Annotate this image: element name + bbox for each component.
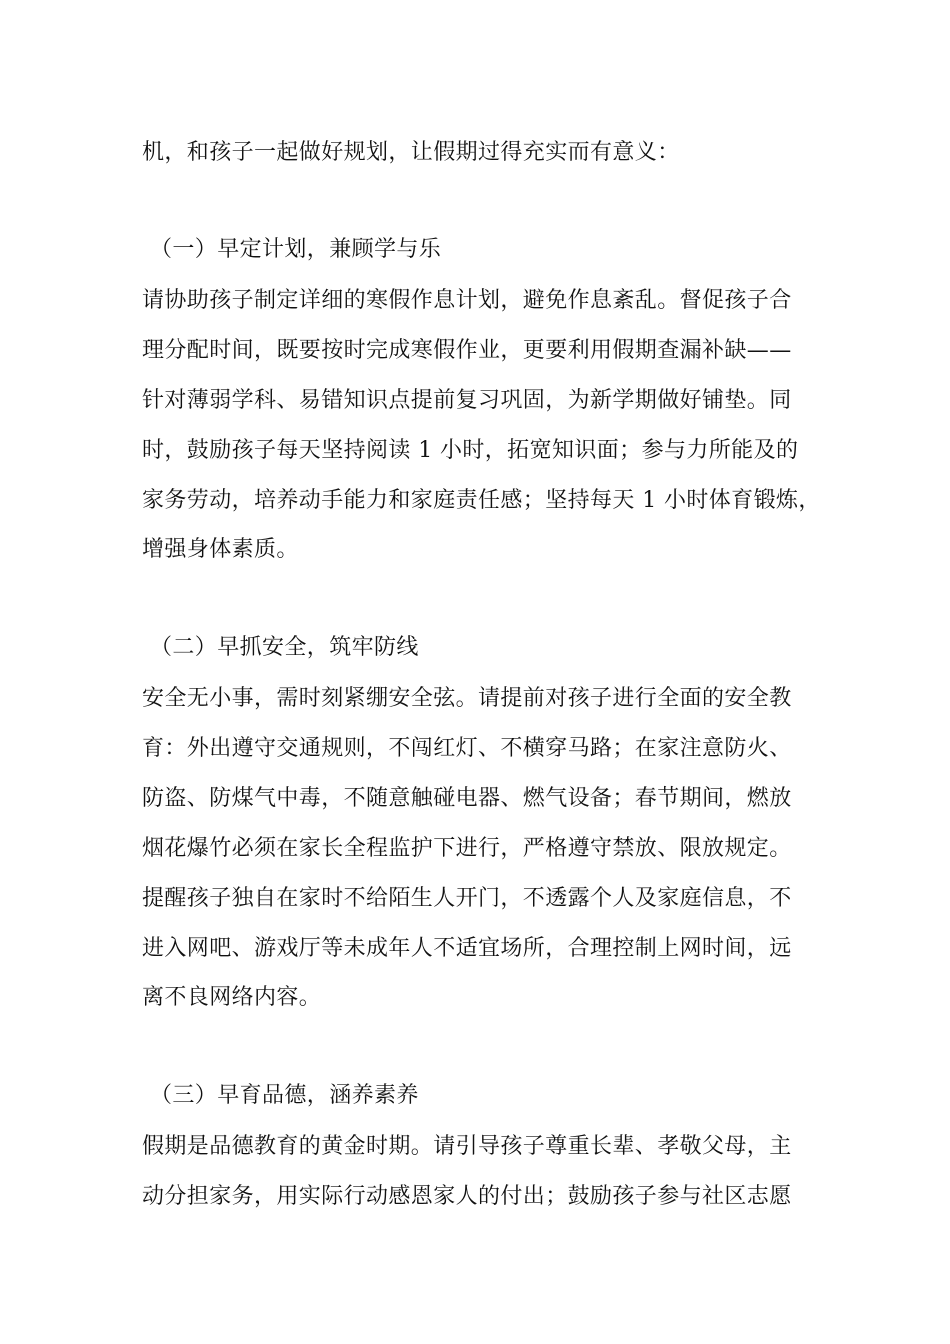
section-2-line: 离不良网络内容。 (142, 985, 322, 1010)
section-2-line: 烟花爆竹必须在家长全程监护下进行，严格遵守禁放、限放规定。 (142, 836, 792, 861)
section-3-line: 假期是品德教育的黄金时期。请引导孩子尊重长辈、孝敬父母，主 (142, 1134, 792, 1159)
section-1-line: 针对薄弱学科、易错知识点提前复习巩固，为新学期做好铺垫。同 (142, 388, 792, 413)
section-1-line: 理分配时间，既要按时完成寒假作业，更要利用假期查漏补缺—— (142, 338, 792, 363)
section-1-line: 家务劳动，培养动手能力和家庭责任感；坚持每天 1 小时体育锻炼， (142, 488, 821, 513)
section-1-line: 时，鼓励孩子每天坚持阅读 1 小时，拓宽知识面；参与力所能及的 (142, 438, 799, 463)
section-2-heading: （二）早抓安全，筑牢防线 (150, 635, 419, 660)
section-2-line: 提醒孩子独自在家时不给陌生人开门，不透露个人及家庭信息，不 (142, 886, 792, 911)
section-1-line: 请协助孩子制定详细的寒假作息计划，避免作息紊乱。督促孩子合 (142, 288, 792, 313)
section-3-heading: （三）早育品德，涵养素养 (150, 1083, 419, 1108)
intro-paragraph-tail: 机，和孩子一起做好规划，让假期过得充实而有意义： (142, 140, 680, 165)
section-2-line: 进入网吧、游戏厅等未成年人不适宜场所，合理控制上网时间，远 (142, 936, 792, 961)
section-2-line: 育：外出遵守交通规则，不闯红灯、不横穿马路；在家注意防火、 (142, 736, 792, 761)
section-2-line: 防盗、防煤气中毒，不随意触碰电器、燃气设备；春节期间，燃放 (142, 786, 792, 811)
section-1-heading: （一）早定计划，兼顾学与乐 (150, 237, 442, 262)
section-2-line: 安全无小事，需时刻紧绷安全弦。请提前对孩子进行全面的安全教 (142, 686, 792, 711)
section-1-line: 增强身体素质。 (142, 537, 299, 562)
section-3-line: 动分担家务，用实际行动感恩家人的付出；鼓励孩子参与社区志愿 (142, 1184, 792, 1209)
